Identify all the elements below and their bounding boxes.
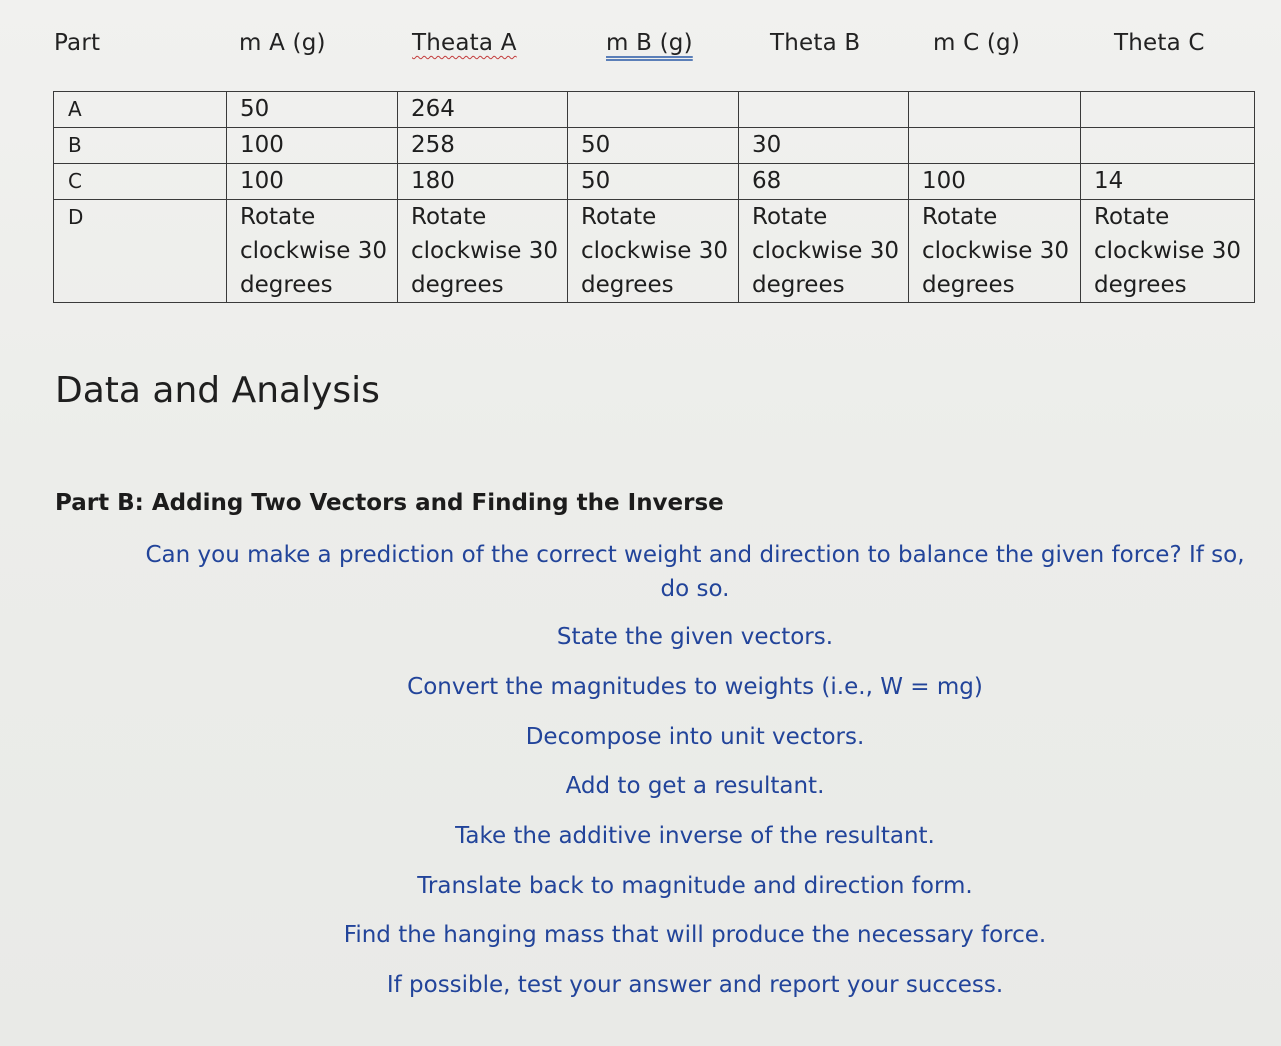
table-cell: 100 xyxy=(227,164,398,200)
table-cell: Rotate clockwise 30 degrees xyxy=(739,200,909,303)
instruction-line: State the given vectors. xyxy=(556,624,834,650)
table-cell: 14 xyxy=(1081,164,1255,200)
table-cell: B xyxy=(54,128,227,164)
table-cell: Rotate clockwise 30 degrees xyxy=(909,200,1081,303)
data-table xyxy=(53,91,1255,303)
table-header-row xyxy=(54,30,1254,70)
table-cell: Rotate clockwise 30 degrees xyxy=(568,200,739,303)
table-cell: 100 xyxy=(227,128,398,164)
table-cell: A xyxy=(54,92,227,128)
instruction-line: Can you make a prediction of the correct weight and direction to balance the given force? If so, do so. xyxy=(145,542,1245,602)
header-mass-a: m A (g) xyxy=(239,30,326,56)
part-b-title: Part B: Adding Two Vectors and Finding the Inverse xyxy=(55,490,724,516)
header-theta-c: Theta C xyxy=(1114,30,1205,56)
table-cell: D xyxy=(54,200,227,303)
instruction-line: Decompose into unit vectors. xyxy=(525,724,865,750)
table-cell: 50 xyxy=(568,128,739,164)
table-cell: 68 xyxy=(739,164,909,200)
table-cell xyxy=(568,92,739,128)
table-cell xyxy=(909,92,1081,128)
table-cell xyxy=(1081,92,1255,128)
table-cell xyxy=(1081,128,1255,164)
instruction-line: Take the additive inverse of the resultant. xyxy=(455,823,935,849)
header-theta-a: Theata A xyxy=(412,30,517,56)
table-cell: 100 xyxy=(909,164,1081,200)
header-part: Part xyxy=(54,30,101,56)
instruction-line: Translate back to magnitude and direction form. xyxy=(417,873,973,899)
table-cell: 50 xyxy=(568,164,739,200)
instruction-line: Convert the magnitudes to weights (i.e., W = mg) xyxy=(407,674,983,700)
table-row xyxy=(54,128,1255,164)
table-cell: C xyxy=(54,164,227,200)
table-cell: Rotate clockwise 30 degrees xyxy=(227,200,398,303)
table-cell: 30 xyxy=(739,128,909,164)
header-mass-b: m B (g) xyxy=(606,30,693,56)
instruction-line: Find the hanging mass that will produce the necessary force. xyxy=(343,922,1047,948)
table-cell xyxy=(739,92,909,128)
table-row xyxy=(54,92,1255,128)
table-row xyxy=(54,200,1255,303)
header-mass-c: m C (g) xyxy=(933,30,1021,56)
table-cell: 50 xyxy=(227,92,398,128)
table-cell: 180 xyxy=(398,164,568,200)
instruction-line: Add to get a resultant. xyxy=(565,773,825,799)
section-title: Data and Analysis xyxy=(55,370,380,411)
table-cell: Rotate clockwise 30 degrees xyxy=(398,200,568,303)
table-cell: 258 xyxy=(398,128,568,164)
table-cell: 264 xyxy=(398,92,568,128)
table-row xyxy=(54,164,1255,200)
table-cell xyxy=(909,128,1081,164)
table-cell: Rotate clockwise 30 degrees xyxy=(1081,200,1255,303)
header-theta-b: Theta B xyxy=(770,30,861,56)
instruction-line: If possible, test your answer and report your success. xyxy=(386,972,1004,998)
